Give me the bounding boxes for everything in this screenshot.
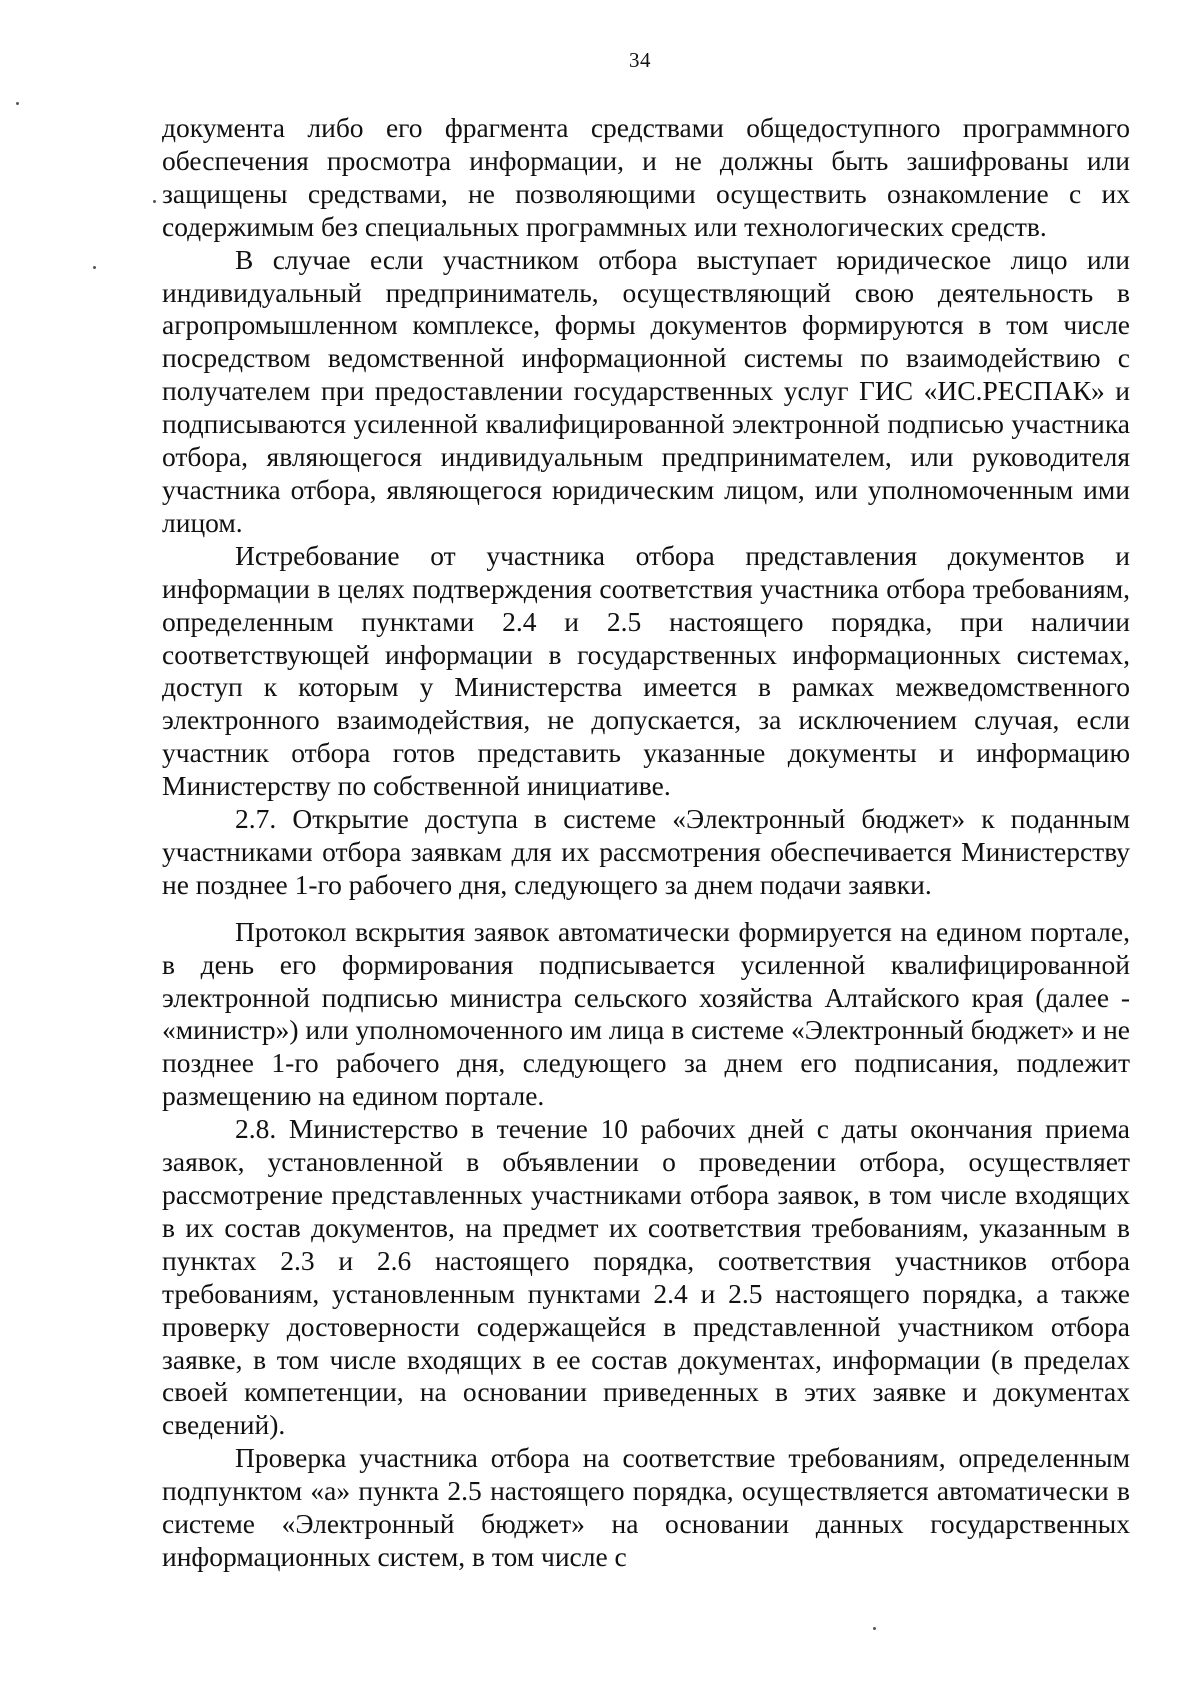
paragraph-2-8-review: 2.8. Министерство в течение 10 рабочих дней с даты окончания приема заявок, установленной в объявлении о проведении отбора, осуществляет рассмотрение представленных участниками отбора заявок, в том числе входящих в их состав документов, на предмет их соответствия требованиям, указанным в пунктах 2.3 и 2.6 настоящего порядка, соответствия участников отбора требованиям, установленным пунктами 2.4 и 2.5 настоящего порядка, а также проверку достоверности содержащейся в представленной участником отбора заявке, в том числе входящих в ее состав документах, информации (в пределах своей компетенции, на основании приведенных в этих заявке и документах сведений). <box>162 1113 1130 1441</box>
scan-speck <box>873 1627 876 1630</box>
scan-speck <box>153 200 156 203</box>
scan-speck <box>93 266 96 269</box>
paragraph-verification: Проверка участника отбора на соответствие требованиям, определенным подпунктом «а» пункта 2.5 настоящего порядка, осуществляется автоматически в системе «Электронный бюджет» на основании данных государственных информационных систем, в том числе с <box>162 1442 1130 1572</box>
paragraph-continuation: документа либо его фрагмента средствами общедоступного программного обеспечения просмотра информации, и не должны быть зашифрованы или защищены средствами, не позволяющими осуществить ознакомление с их содержимым без специальных программных или технологических средств. <box>162 112 1130 242</box>
scan-speck <box>16 102 19 105</box>
paragraph-2-7-access-opening: 2.7. Открытие доступа в системе «Электронный бюджет» к поданным участниками отбора заявкам для их рассмотрения обеспечивается Министерству не позднее 1-го рабочего дня, следующего за днем подачи заявки. <box>162 803 1130 900</box>
page-number: 34 <box>629 48 651 72</box>
paragraph-document-request: Истребование от участника отбора представления документов и информации в целях подтверждения соответствия участника отбора требованиям, определенным пунктами 2.4 и 2.5 настоящего порядка, при наличии соответствующей информации в государственных информационных системах, доступ к которым у Министерства имеется в рамках межведомственного электронного взаимодействия, не допускается, за исключением случая, если участник отбора готов представить указанные документы и информацию Министерству по собственной инициативе. <box>162 539 1130 802</box>
paragraph-legal-entity-forms: В случае если участником отбора выступает юридическое лицо или индивидуальный предприниматель, осуществляющий свою деятельность в агропромышленном комплексе, формы документов формируются в том числе посредством ведомственной информационной системы по взаимодействию с получателем при предоставлении государственных услуг ГИС «ИС.РЕСПАК» и подписываются усиленной квалифицированной электронной подписью участника отбора, являющегося индивидуальным предпринимателем, или руководителя участника отбора, являющегося юридическим лицом, или уполномоченным ими лицом. <box>162 243 1130 538</box>
document-body <box>162 112 1130 1574</box>
paragraph-opening-protocol: Протокол вскрытия заявок автоматически формируется на едином портале, в день его формирования подписывается усиленной квалифицированной электронной подписью министра сельского хозяйства Алтайского края (далее - «министр») или уполномоченного им лица в системе «Электронный бюджет» и не позднее 1-го рабочего дня, следующего за днем его подписания, подлежит размещению на едином портале. <box>162 915 1130 1112</box>
